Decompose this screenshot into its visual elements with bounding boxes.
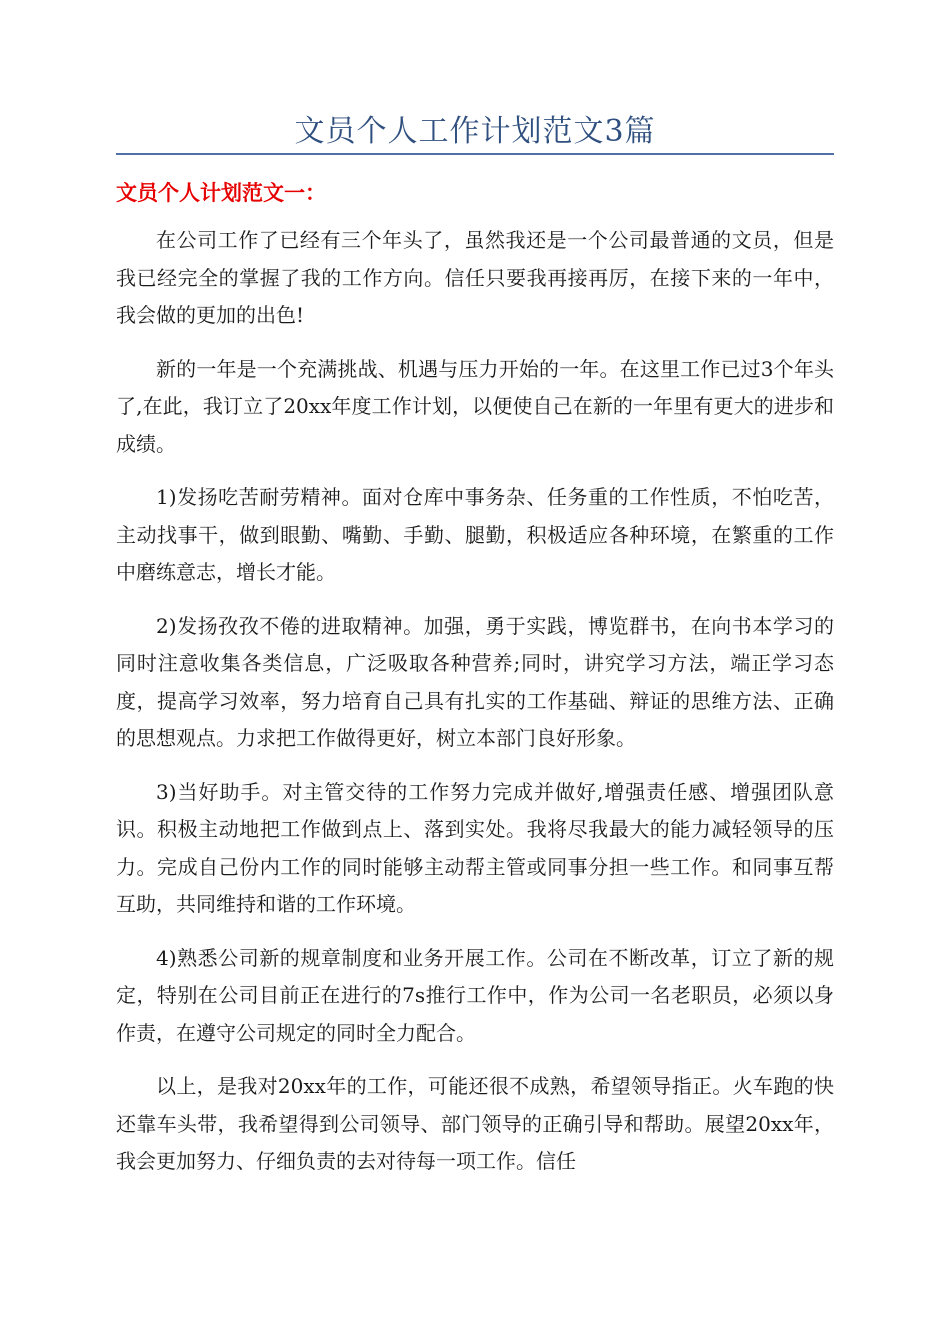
paragraph: 新的一年是一个充满挑战、机遇与压力开始的一年。在这里工作已过3个年头了,在此，我订立了20xx年度工作计划，以便使自己在新的一年里有更大的进步和成绩。 xyxy=(116,356,834,456)
paragraph: 2)发扬孜孜不倦的进取精神。加强，勇于实践，博览群书，在向书本学习的同时注意收集各类信息，广泛吸取各种营养;同时，讲究学习方法，端正学习态度，提高学习效率，努力培育自己具有扎实的工作基础、辩证的思维方法、正确的思想观点。力求把工作做得更好，树立本部门良好形象。 xyxy=(116,613,834,750)
paragraph: 1)发扬吃苦耐劳精神。面对仓库中事务杂、任务重的工作性质，不怕吃苦，主动找事干，做到眼勤、嘴勤、手勤、腿勤，积极适应各种环境，在繁重的工作中磨练意志，增长才能。 xyxy=(116,485,834,584)
paragraph: 以上，是我对20xx年的工作，可能还很不成熟，希望领导指正。火车跑的快还靠车头带，我希望得到公司领导、部门领导的正确引导和帮助。展望20xx年，我会更加努力、仔细负责的去对待每一项工作。信任 xyxy=(116,1074,834,1173)
paragraph: 3)当好助手。对主管交待的工作努力完成并做好,增强责任感、增强团队意识。积极主动地把工作做到点上、落到实处。我将尽我最大的能力减轻领导的压力。完成自己份内工作的同时能够主动帮主管或同事分担一些工作。和同事互帮互助，共同维持和谐的工作环境。 xyxy=(116,779,834,916)
paragraph: 4)熟悉公司新的规章制度和业务开展工作。公司在不断改革，订立了新的规定，特别在公司目前正在进行的7s推行工作中，作为公司一名老职员，必须以身作责，在遵守公司规定的同时全力配合。 xyxy=(116,945,834,1045)
section-heading: 文员个人计划范文一： xyxy=(116,181,326,205)
title-divider xyxy=(116,153,834,155)
paragraph: 在公司工作了已经有三个年头了，虽然我还是一个公司最普通的文员，但是我已经完全的掌握了我的工作方向。信任只要我再接再厉，在接下来的一年中，我会做的更加的出色! xyxy=(116,228,834,327)
document-body xyxy=(116,222,834,1197)
document-title: 文员个人工作计划范文3篇 xyxy=(294,114,656,149)
